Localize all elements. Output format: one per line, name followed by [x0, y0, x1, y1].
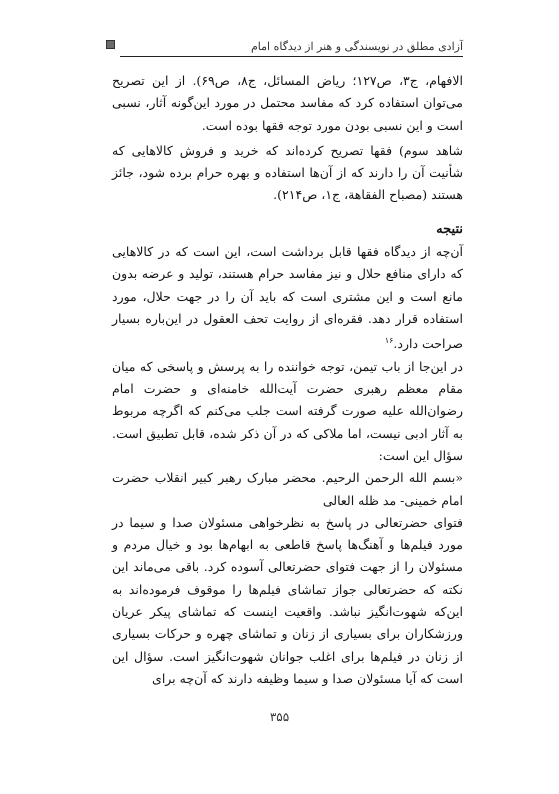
header-marker: [106, 40, 115, 49]
paragraph-6: فتوای حضرتعالی در پاسخ به نظرخواهی مسئولان صدا و سیما در مورد فیلم‌ها و آهنگ‌ها پاسخ قاطعی به ابهام‌ها بود و خیال مردم و مسئولان را از جهت فتوای حضرتعالی آسوده کرد. باقی می‌ماند این نکته که حضرتعالی جواز تماشای فیلم‌ها را موقوف فرموده‌اند به این‌که شهوت‌انگیز نباشد. واقعیت اینست که تماشای پیکر عریان ورزشکاران برای بسیاری از زنان و تماشای چهره و حرکات بسیاری از زنان در فیلم‌ها برای اغلب جوانان شهوت‌انگیز است. سؤال این است که آیا مسئولان صدا و سیما وظیفه دارند که آن‌چه برای: [112, 514, 463, 686]
footnote-ref: ۱۶: [384, 336, 394, 346]
paragraph-3: [112, 241, 463, 356]
paragraph-2: شاهد سوم) فقها تصریح کرده‌اند که خرید و فروش کالاهایی که شأنیت آن را دارند که از آن‌ها استفاده و بهره حرام برده شود، جائز هستند (مصباح الفقاهة، ج۱، ص۲۱۴).: [112, 142, 463, 203]
paragraph-1: الافهام، ج۳، ص۱۲۷؛ ریاض المسائل، ج۸، ص۶۹). از این تصریح می‌توان استفاده کرد که مفاسد محتمل در مورد این‌گونه آثار، نسبی است و این نسبی بودن مورد توجه فقها بوده است.: [112, 73, 463, 133]
section-heading: نتیجه: [436, 221, 463, 237]
page-body: [112, 70, 463, 690]
running-header: آزادی مطلق در نویسندگی و هنر از دیدگاه امام: [250, 40, 463, 53]
header-rule: [120, 56, 463, 57]
paragraph-3-text: آن‌چه از دیدگاه فقها قابل برداشت است، این است که در کالاهایی که دارای منافع حلال و نیز مفاسد حرام هستند، تولید و عرضه بدون مانع است و این مشتری است که باید آن را در جهت حلال، مورد استفاده قرار دهد. فقره‌ای از روایت تحف العقول در این‌باره بسیار صراحت دارد.: [112, 244, 463, 352]
paragraph-4: در این‌جا از باب تیمن، توجه خواننده را به پرسش و پاسخی که میان مقام معظم رهبری حضرت آیت‌الله خامنه‌ای و حضرت امام رضوان‌الله علیه صورت گرفته است جلب می‌کنم که اگرچه مربوط به آثار ادبی نیست، اما ملاکی که در آن ذکر شده، قابل تطبیق است. سؤال این است:: [112, 358, 463, 463]
paragraph-5: «بسم الله الرحمن الرحیم. محضر مبارک رهبر کبیر انقلاب حضرت امام خمینی- مد ظله العالی: [112, 470, 463, 508]
page-number: ۳۵۵: [269, 710, 290, 724]
